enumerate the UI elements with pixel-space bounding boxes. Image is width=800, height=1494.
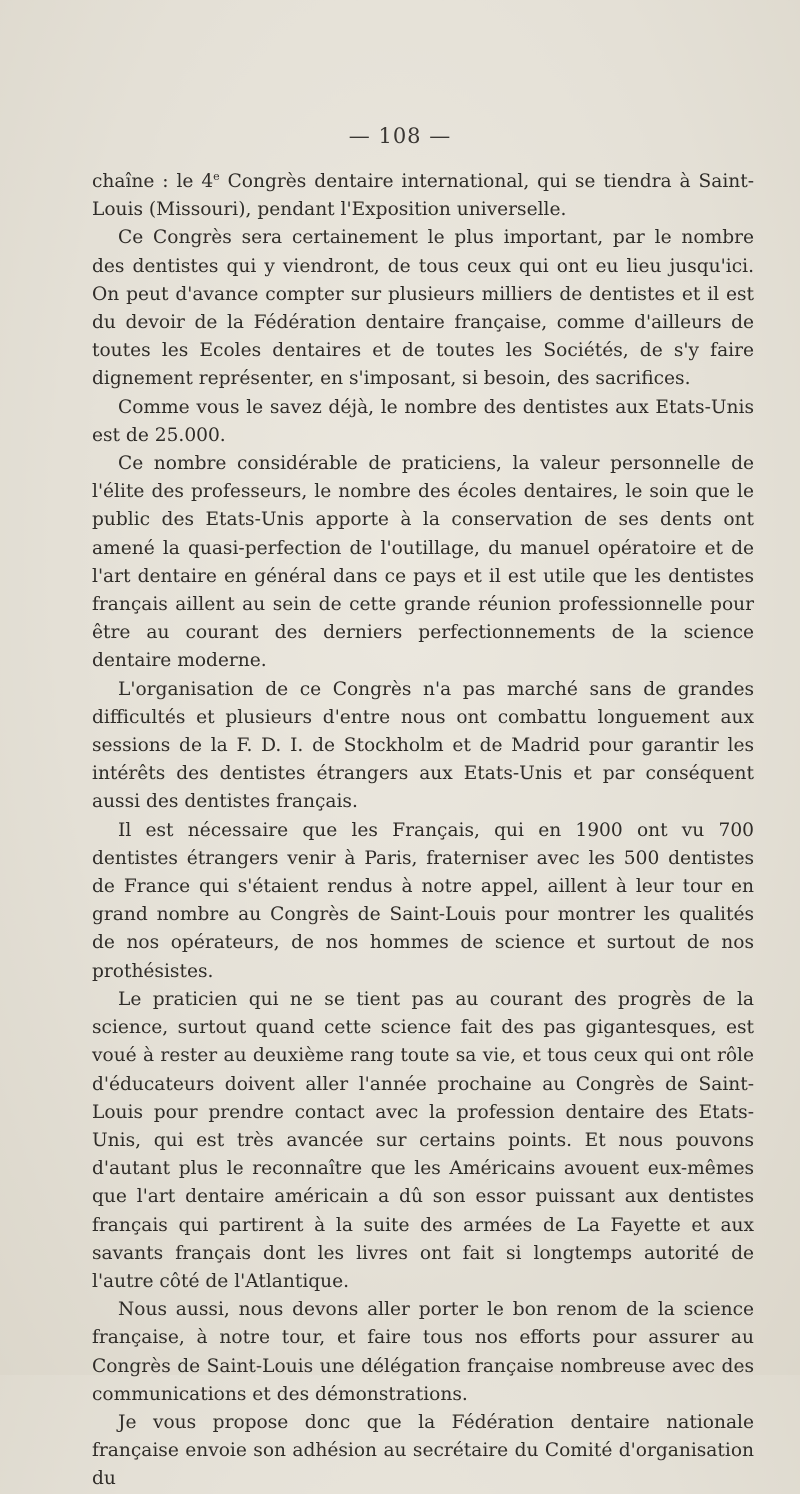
page-number: — 108 — — [348, 124, 452, 148]
paragraph-3: Comme vous le savez déjà, le nombre des dentistes aux Etats-Unis est de 25.000. — [92, 396, 754, 446]
paragraph-1-start: chaîne : le 4 — [92, 171, 214, 192]
paragraph-6: Il est nécessaire que les Français, qui en 1900 ont vu 700 dentistes étrangers venir à Paris, fraterniser avec les 500 dentistes de France qui s'étaient rendus à notre appel, aillent à leur tour en grand nombre au Congrès de Saint-Louis pour montrer les qualités de nos opérateurs, de nos hommes de science et surtout de nos prothésistes. — [92, 819, 754, 982]
paragraph-2: Ce Congrès sera certainement le plus important, par le nombre des dentistes qui y viendront, de tous ceux qui ont eu lieu jusqu'ici. On peut d'avance compter sur plusieurs milliers de dentistes et il est du devoir de la Fédération dentaire française, comme d'ailleurs de toutes les Ecoles dentaires et de toutes les Sociétés, de s'y faire dignement représenter, en s'imposant, si besoin, des sacrifices. — [92, 227, 754, 390]
paragraph-8: Nous aussi, nous devons aller porter le bon renom de la science française, à notre tour, et faire tous nos efforts pour assurer au Congrès de Saint-Louis une délégation française nombreuse avec des communications et des démonstrations. — [92, 1299, 754, 1405]
paragraph-7: Le praticien qui ne se tient pas au courant des progrès de la science, surtout quand cette science fait des pas gigantesques, est voué à rester au deuxième rang toute sa vie, et tous ceux qui ont rôle d'éducateurs doivent aller l'année prochaine au Congrès de Saint-Louis pour prendre contact avec la profession dentaire des Etats-Unis, qui est très avancée sur certains points. Et nous pouvons d'autant plus le reconnaître que les Américains avouent eux-mêmes que l'art dentaire américain a dû son essor puissant aux dentistes français qui partirent à la suite des armées de La Fayette et aux savants français dont les livres ont fait si longtemps autorité de l'autre côté de l'Atlantique. — [92, 988, 754, 1292]
ordinal-superscript: e — [213, 169, 220, 183]
paragraph-1-rest: Congrès dentaire international, qui se tiendra à Saint-Louis (Missouri), pendant l'Exposition universelle. — [92, 171, 754, 221]
body-text — [92, 168, 754, 1494]
paragraph-4: Ce nombre considérable de praticiens, la valeur personnelle de l'élite des professeurs, le nombre des écoles dentaires, le soin que le public des Etats-Unis apporte à la conservation de ses dents ont amené la quasi-perfection de l'outillage, du manuel opératoire et de l'art dentaire en général dans ce pays et il est utile que les dentistes français aillent au sein de cette grande réunion professionnelle pour être au courant des derniers perfectionnements de la science dentaire moderne. — [92, 453, 754, 672]
paragraph-9: Je vous propose donc que la Fédération dentaire nationale française envoie son adhésion au secrétaire du Comité d'organisation du — [92, 1411, 754, 1490]
paragraph-1 — [92, 168, 754, 224]
paragraph-5: L'organisation de ce Congrès n'a pas marché sans de grandes difficultés et plusieurs d'entre nous ont combattu longuement aux sessions de la F. D. I. de Stockholm et de Madrid pour garantir les intérêts des dentistes étrangers aux Etats-Unis et par conséquent aussi des dentistes français. — [92, 678, 754, 813]
